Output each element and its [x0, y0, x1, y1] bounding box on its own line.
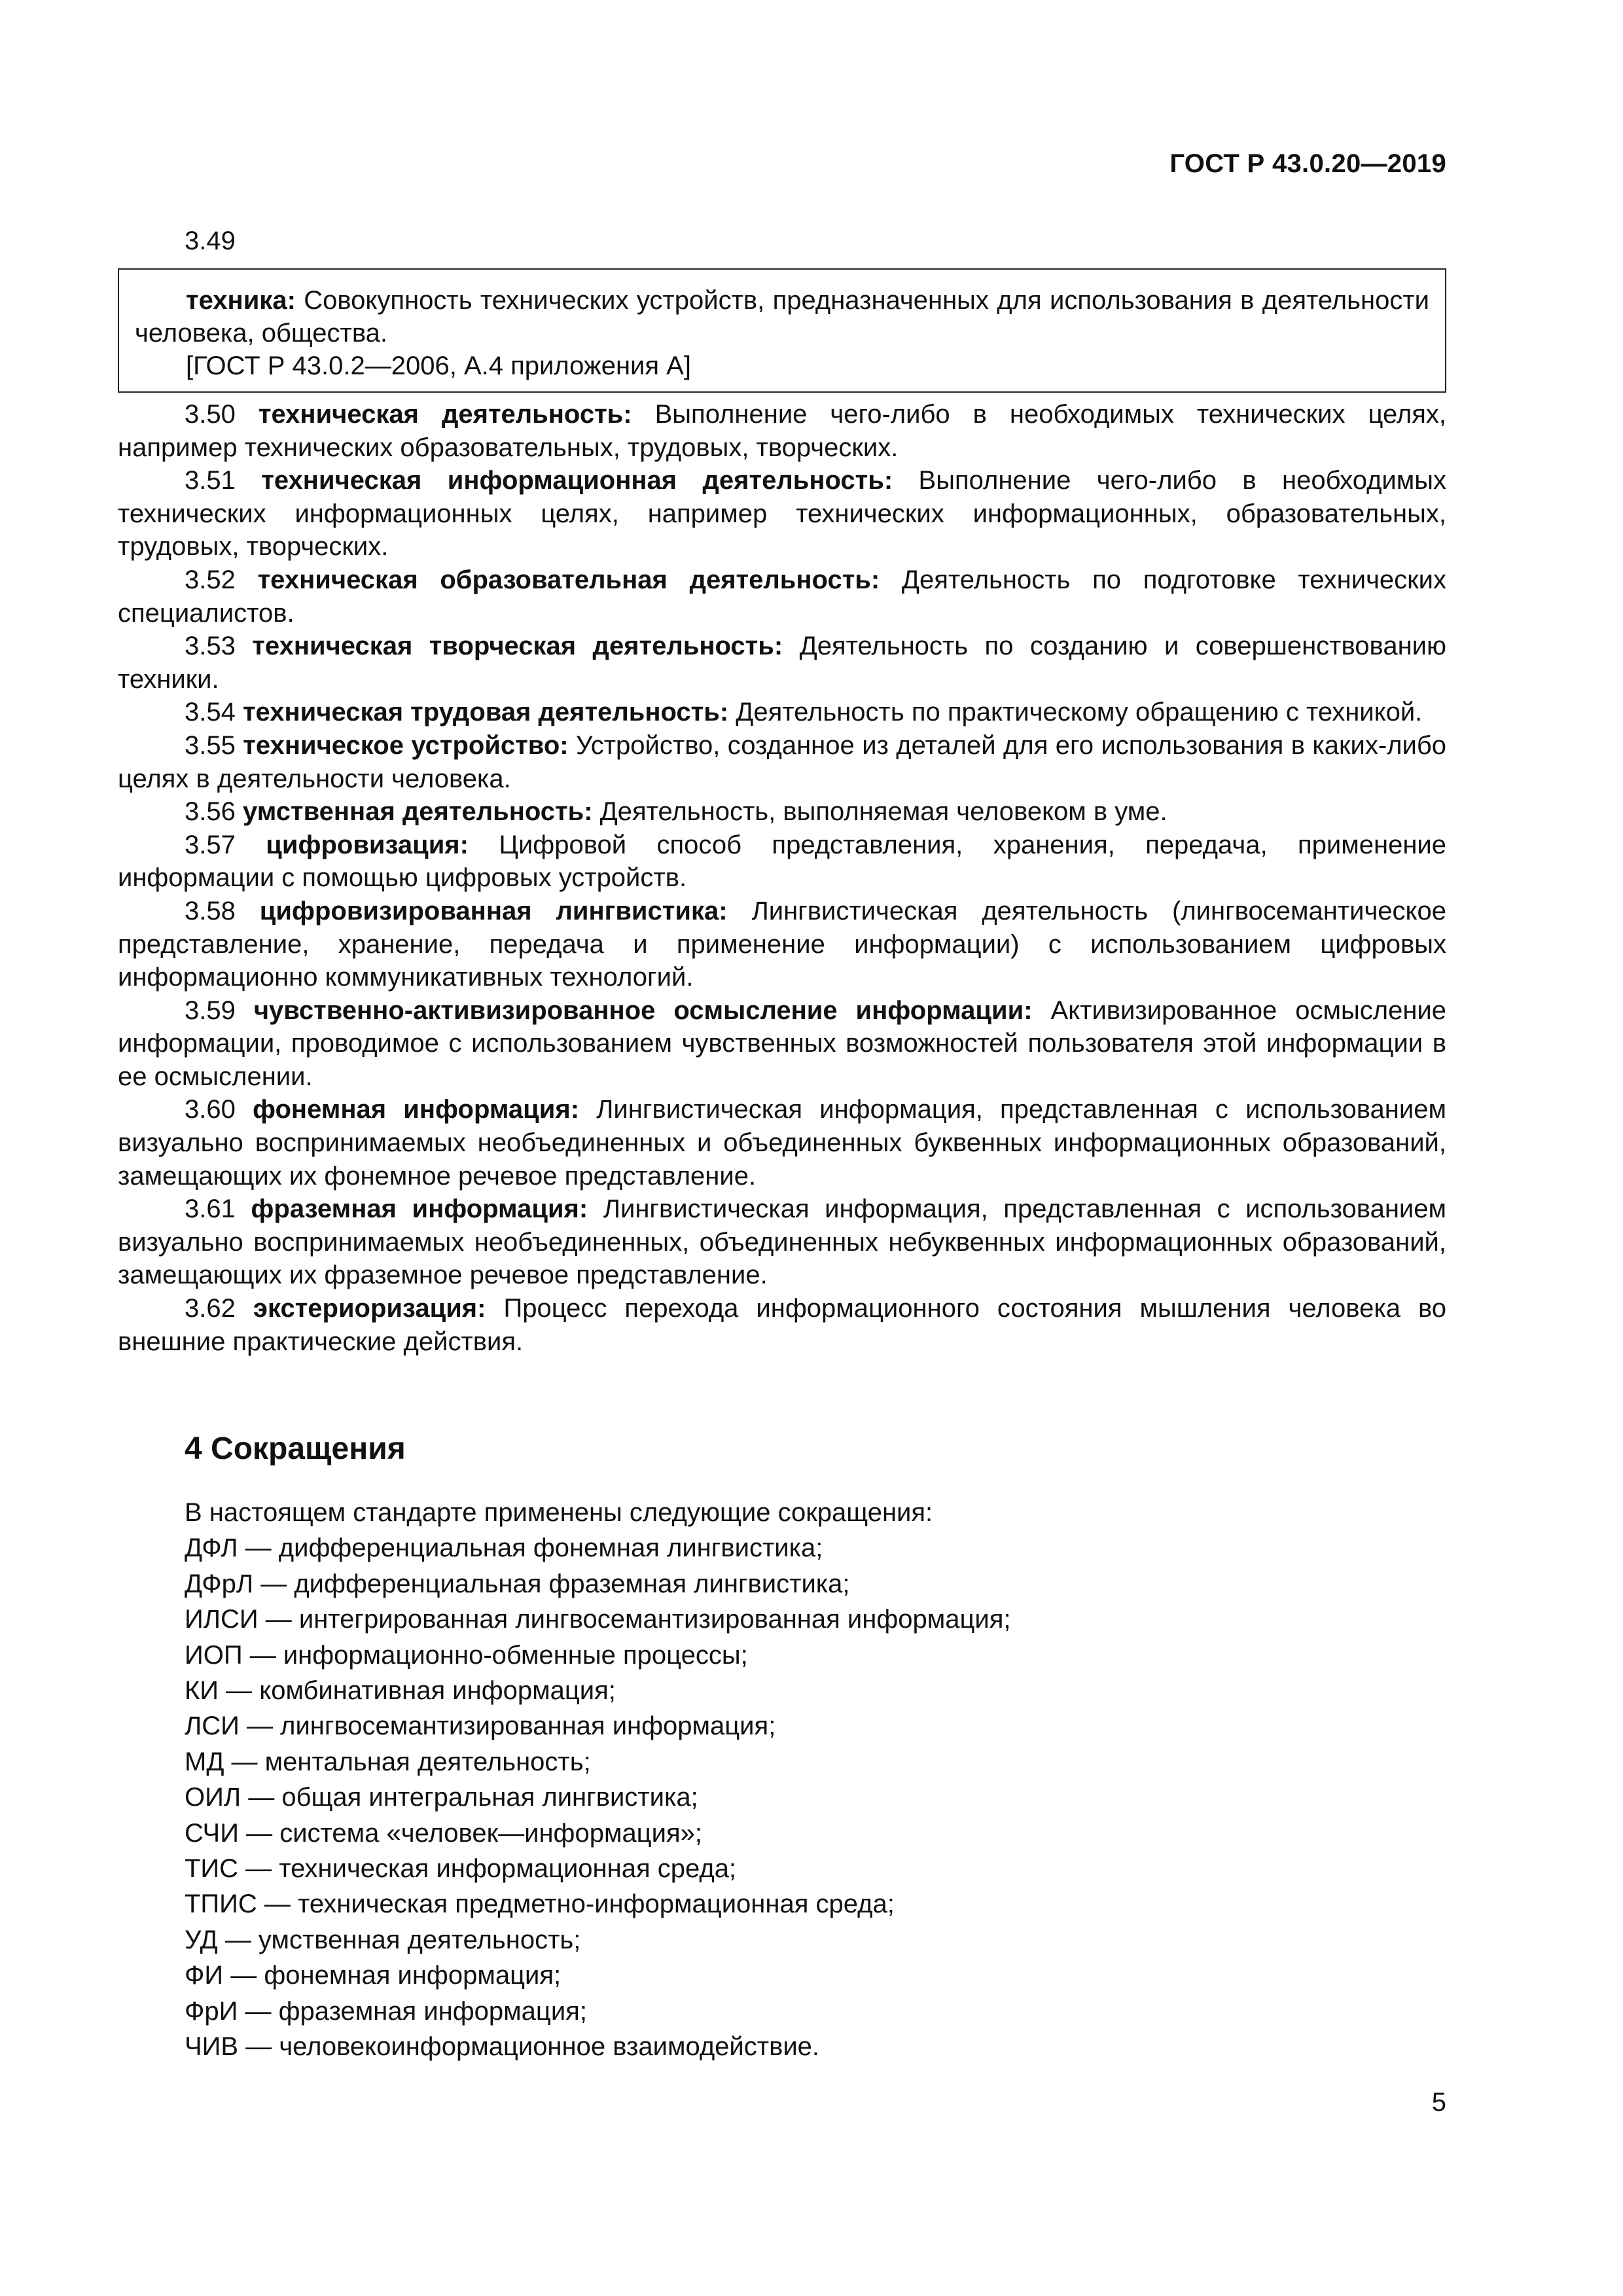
definition-item	[118, 729, 1446, 795]
definition-item	[118, 630, 1446, 696]
definition-term: техническая трудовая деятельность:	[242, 698, 729, 727]
definition-text: Цифровой способ представления, хранения, передача, применение информации с помощью цифровых устройств.	[118, 830, 1447, 893]
definition-number: 3.55	[185, 730, 243, 760]
definition-text: Деятельность, выполняемая человеком в уме.	[592, 797, 1168, 827]
definition-term: техническая образовательная деятельность:	[257, 565, 880, 594]
definition-term: техническая творческая деятельность:	[252, 632, 783, 661]
definition-term: фонемная информация:	[253, 1095, 580, 1124]
abbreviations-intro: В настоящем стандарте применены следующие сокращения:	[185, 1498, 933, 1527]
definition-number: 3.56	[185, 797, 243, 827]
definition-term: цифровизированная лингвистика:	[259, 896, 728, 925]
definition-term: цифровизация:	[266, 830, 469, 859]
definition-number: 3.58	[185, 896, 260, 925]
page-number: 5	[1431, 2088, 1446, 2117]
abbreviation-item: СЧИ — система «человек—информация»;	[185, 1818, 702, 1848]
definition-item	[118, 795, 1446, 829]
abbreviation-item: ФИ — фонемная информация;	[185, 1961, 562, 1990]
definition-text: Выполнение чего-либо в необходимых технических целях, например технических образовательных, трудовых, творческих.	[118, 400, 1446, 462]
abbreviation-item: ТПИС — техническая предметно-информационная среда;	[185, 1890, 895, 1919]
definition-text: Лингвистическая информация, представленная с использованием визуально воспринимаемых необъединенных и объединенных буквенных информационных образований, замещающих их фонемное речевое представление.	[118, 1095, 1446, 1191]
abbreviation-item: ЛСИ — лингвосемантизированная информация;	[185, 1712, 776, 1741]
definition-number: 3.60	[185, 1095, 253, 1124]
definition-text: Лингвистическая деятельность (лингвосемантическое представление, хранение, передача и применение информации) с использованием цифровых информационно коммуникативных технологий.	[118, 896, 1446, 992]
term-source-reference: [ГОСТ Р 43.0.2—2006, А.4 приложения А]	[186, 351, 691, 380]
definition-number: 3.53	[185, 632, 253, 661]
definition-text: Активизированное осмысление информации, проводимое с использованием чувственных возможностей пользователя этой информации в ее осмыслении.	[118, 996, 1446, 1091]
definition-number: 3.61	[185, 1194, 251, 1224]
definition-term: умственная деятельность:	[242, 797, 593, 827]
definition-item	[118, 696, 1446, 729]
definition-text: Выполнение чего-либо в необходимых технических информационных целях, например технических информационных, образовательных, трудовых, творческих.	[118, 466, 1447, 562]
abbreviation-item: КИ — комбинативная информация;	[185, 1676, 616, 1706]
term-definition: Совокупность технических устройств, предназначенных для использования в деятельности человека, общества.	[135, 286, 1429, 348]
definition-number: 3.57	[185, 830, 266, 859]
definition-number: 3.50	[185, 400, 259, 429]
definition-item	[118, 1292, 1446, 1358]
definition-item	[118, 895, 1446, 994]
definition-number: 3.62	[185, 1294, 253, 1323]
definition-term: фраземная информация:	[251, 1194, 588, 1224]
definition-text: Устройство, созданное из деталей для его использования в каких-либо целях в деятельности человека.	[118, 730, 1446, 793]
abbreviation-item: ИЛСИ — интегрированная лингвосемантизированная информация;	[185, 1605, 1011, 1634]
definition-text: Лингвистическая информация, представленная с использованием визуально воспринимаемых необъединенных, объединенных небуквенных информационных образований, замещающих их фраземное речевое представление.	[118, 1194, 1447, 1290]
definition-item	[118, 398, 1446, 464]
definition-text: Деятельность по созданию и совершенствованию техники.	[118, 632, 1446, 694]
boxed-term-definition	[118, 268, 1446, 393]
abbreviations-list	[185, 1495, 1011, 2065]
definition-number: 3.59	[185, 996, 254, 1025]
abbreviation-item: МД — ментальная деятельность;	[185, 1747, 591, 1776]
definition-number: 3.52	[185, 565, 258, 594]
definition-number: 3.54	[185, 698, 243, 727]
definition-term: экстериоризация:	[253, 1294, 486, 1323]
definition-text: Деятельность по практическому обращению с техникой.	[728, 698, 1423, 727]
definition-item	[118, 1093, 1446, 1193]
definition-term: техническое устройство:	[243, 730, 569, 760]
section-title: 4 Сокращения	[185, 1431, 406, 1466]
abbreviation-item: ДФЛ — дифференциальная фонемная лингвистика;	[185, 1534, 823, 1563]
definition-item	[118, 829, 1446, 895]
abbreviation-item: УД — умственная деятельность;	[185, 1925, 581, 1954]
definition-item	[118, 564, 1446, 630]
definition-text: Деятельность по подготовке технических специалистов.	[118, 565, 1447, 628]
definition-term: техническая информационная деятельность:	[261, 466, 893, 495]
term-name: техника:	[186, 286, 296, 315]
definition-item	[118, 464, 1446, 564]
definition-term: чувственно-активизированное осмысление информации:	[253, 996, 1033, 1025]
abbreviation-item: ЧИВ — человекоинформационное взаимодействие.	[185, 2032, 820, 2062]
definition-item	[118, 994, 1446, 1094]
abbreviation-item: ТИС — техническая информационная среда;	[185, 1854, 737, 1884]
term-number: 3.49	[185, 226, 236, 255]
boxed-term-paragraph	[135, 284, 1429, 350]
abbreviation-item: ФрИ — фраземная информация;	[185, 1996, 587, 2026]
abbreviation-item: ДФрЛ — дифференциальная фраземная лингвистика;	[185, 1569, 850, 1598]
definition-number: 3.51	[185, 466, 262, 495]
document-code-header: ГОСТ Р 43.0.20—2019	[1169, 149, 1446, 178]
document-page	[118, 0, 1446, 2296]
abbreviation-item: ИОП — информационно-обменные процессы;	[185, 1640, 748, 1670]
definitions-list	[118, 398, 1446, 1358]
definition-term: техническая деятельность:	[258, 400, 632, 429]
definition-item	[118, 1193, 1446, 1292]
abbreviation-item: ОИЛ — общая интегральная лингвистика;	[185, 1783, 698, 1812]
definition-text: Процесс перехода информационного состояния мышления человека во внешние практические действия.	[118, 1294, 1447, 1356]
